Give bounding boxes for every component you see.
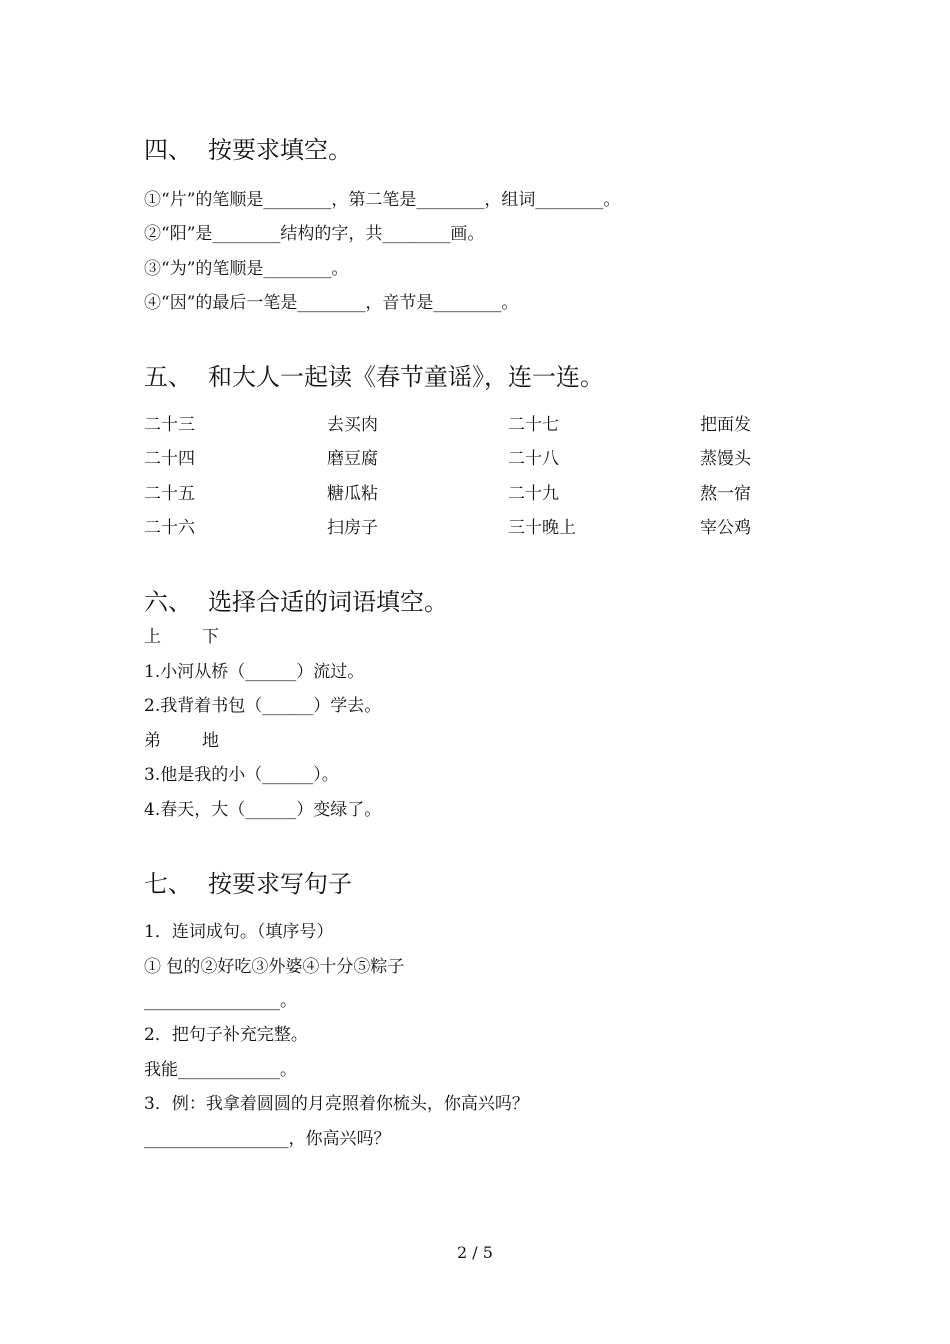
section-6-number: 六、 [144, 588, 192, 616]
matching-cell: 扫房子 [327, 518, 378, 538]
matching-cell: 熬一宿 [700, 484, 751, 504]
matching-row-1 [144, 410, 784, 434]
word-option: 地 [202, 731, 219, 751]
sec4-item-2: ②“阳”是________结构的字，共________画。 [144, 224, 485, 244]
sec7-line-4: 2．把句子补充完整。 [144, 1025, 308, 1045]
sec7-line-5: 我能____________。 [144, 1060, 297, 1080]
section-4-heading: 按要求填空。 [208, 136, 352, 164]
section-4-title [144, 130, 352, 165]
sec4-item-3: ③“为”的笔顺是________。 [144, 259, 349, 279]
matching-cell: 三十晚上 [508, 518, 576, 538]
sec7-line-6: 3．例：我拿着圆圆的月亮照着你梳头，你高兴吗？ [144, 1094, 529, 1114]
matching-cell: 二十四 [144, 449, 195, 469]
matching-row-4 [144, 513, 784, 537]
page-number: 2 / 5 [457, 1243, 493, 1262]
section-4-number: 四、 [144, 136, 192, 164]
matching-cell: 糖瓜粘 [327, 484, 378, 504]
matching-cell: 去买肉 [327, 415, 378, 435]
sec6-question-2: 2.我背着书包（______）学去。 [144, 696, 382, 716]
word-options-1 [144, 622, 219, 647]
matching-cell: 宰公鸡 [700, 518, 751, 538]
matching-cell: 二十六 [144, 518, 195, 538]
sec7-line-1: 1．连词成句。（填序号） [144, 922, 334, 942]
matching-row-2 [144, 444, 784, 468]
sec7-answer-line-1: ________________。 [144, 991, 297, 1011]
matching-cell: 二十七 [508, 415, 559, 435]
matching-row-3 [144, 479, 784, 503]
sec6-question-1: 1.小河从桥（______）流过。 [144, 662, 365, 682]
matching-cell: 二十九 [508, 484, 559, 504]
sec7-line-2: ① 包的②好吃③外婆④十分⑤粽子 [144, 957, 405, 977]
sec4-item-1: ①“片”的笔顺是________，第二笔是________，组词________。 [144, 190, 621, 210]
matching-cell: 二十五 [144, 484, 195, 504]
section-7-number: 七、 [144, 870, 192, 898]
section-5-title [144, 357, 604, 392]
section-6-heading: 选择合适的词语填空。 [208, 588, 448, 616]
word-options-2 [144, 726, 219, 751]
section-7-heading: 按要求写句子 [208, 870, 352, 898]
section-6-title [144, 582, 448, 617]
word-option: 上 [144, 627, 161, 647]
sec7-answer-line-2: _________________，你高兴吗？ [144, 1129, 391, 1149]
section-5-number: 五、 [144, 363, 192, 391]
word-option: 下 [202, 627, 219, 647]
matching-cell: 二十三 [144, 415, 195, 435]
section-7-title [144, 864, 352, 899]
section-5-heading: 和大人一起读《春节童谣》，连一连。 [208, 363, 604, 391]
word-option: 弟 [144, 731, 161, 751]
matching-cell: 二十八 [508, 449, 559, 469]
sec4-item-4: ④“因”的最后一笔是________，音节是________。 [144, 293, 519, 313]
sec6-question-4: 4.春天，大（______）变绿了。 [144, 800, 382, 820]
matching-cell: 把面发 [700, 415, 751, 435]
matching-cell: 蒸馒头 [700, 449, 751, 469]
matching-cell: 磨豆腐 [327, 449, 378, 469]
sec6-question-3: 3.他是我的小（______）。 [144, 765, 339, 785]
